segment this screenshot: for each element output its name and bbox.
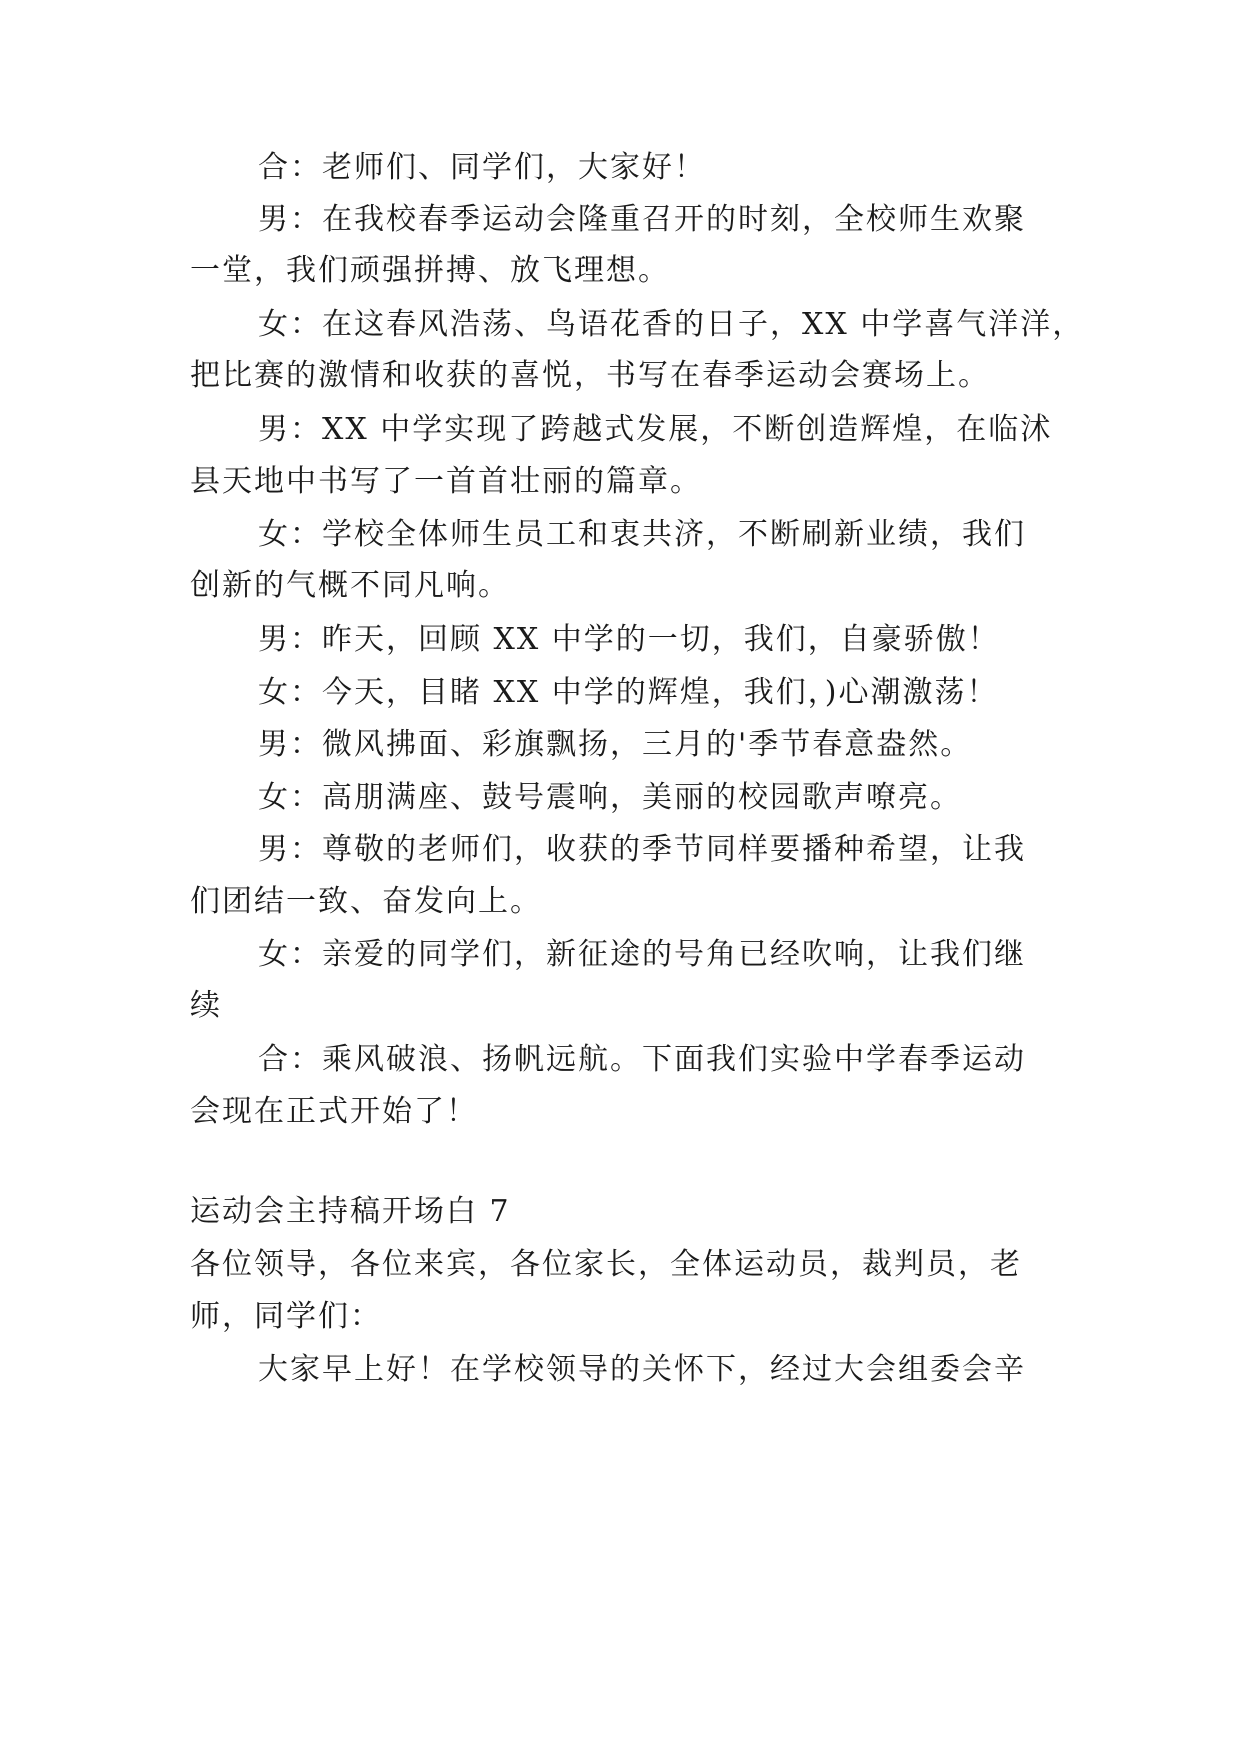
paragraph-line: 续 xyxy=(190,988,222,1023)
paragraph-line: 创新的气概不同凡响。 xyxy=(190,568,510,603)
paragraph-line: 一堂，我们顽强拼搏、放飞理想。 xyxy=(190,253,670,288)
paragraph-line: 会现在正式开始了！ xyxy=(190,1094,478,1129)
paragraph-line: 女：在这春风浩荡、鸟语花香的日子，XX 中学喜气洋洋， xyxy=(258,307,1085,342)
paragraph-line: 女：高朋满座、鼓号震响，美丽的校园歌声嘹亮。 xyxy=(258,780,962,815)
paragraph-line: 男：XX 中学实现了跨越式发展，不断创造辉煌，在临沭 xyxy=(258,412,1053,447)
paragraph-line: 男：尊敬的老师们，收获的季节同样要播种希望，让我 xyxy=(258,832,1026,867)
paragraph-line: 女：亲爱的同学们，新征途的号角已经吹响，让我们继 xyxy=(258,937,1026,972)
paragraph-line: 各位领导，各位来宾，各位家长，全体运动员，裁判员，老 xyxy=(190,1247,1022,1282)
paragraph-line: 把比赛的激情和收获的喜悦，书写在春季运动会赛场上。 xyxy=(190,358,990,393)
paragraph-line: 们团结一致、奋发向上。 xyxy=(190,884,542,919)
paragraph-line: 县天地中书写了一首首壮丽的篇章。 xyxy=(190,464,702,499)
paragraph-line: 男：微风拂面、彩旗飘扬，三月的'季节春意盎然。 xyxy=(258,727,973,762)
paragraph-line: 师，同学们： xyxy=(190,1299,382,1334)
paragraph-line: 大家早上好！在学校领导的关怀下，经过大会组委会辛 xyxy=(258,1352,1026,1387)
paragraph-line: 男：昨天，回顾 XX 中学的一切，我们，自豪骄傲！ xyxy=(258,622,1000,657)
paragraph-line: 女：今天，目睹 XX 中学的辉煌，我们，)心潮激荡！ xyxy=(258,675,999,710)
paragraph-line: 合：老师们、同学们，大家好！ xyxy=(258,150,706,185)
paragraph-line: 女：学校全体师生员工和衷共济，不断刷新业绩，我们 xyxy=(258,517,1026,552)
section-heading: 运动会主持稿开场白 7 xyxy=(190,1194,511,1229)
paragraph-line: 合：乘风破浪、扬帆远航。下面我们实验中学春季运动 xyxy=(258,1042,1026,1077)
paragraph-line: 男：在我校春季运动会隆重召开的时刻，全校师生欢聚 xyxy=(258,202,1026,237)
